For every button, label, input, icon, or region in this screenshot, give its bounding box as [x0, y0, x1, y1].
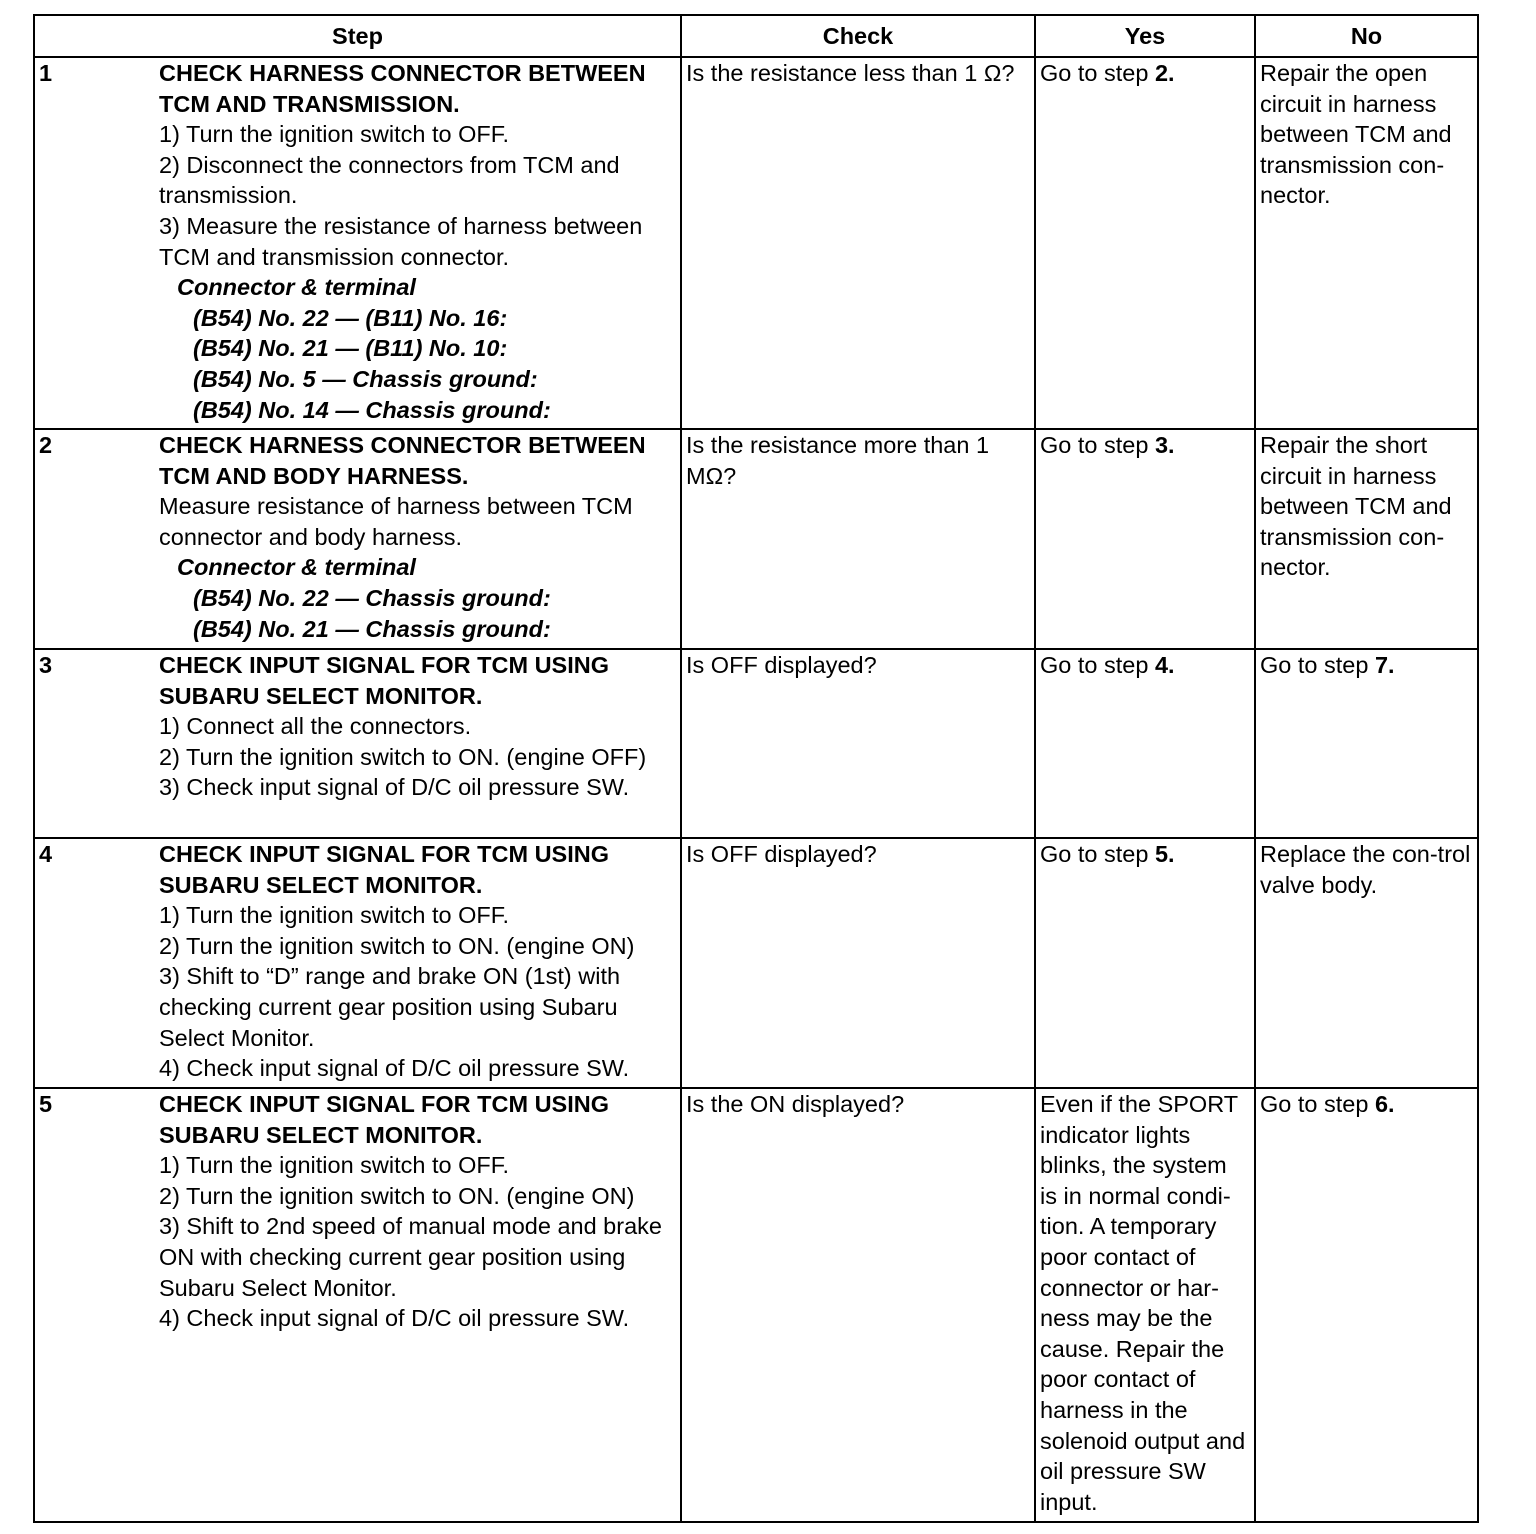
step-number: 1 [39, 60, 53, 86]
no-cell [1255, 838, 1478, 1088]
no-step: 7. [1374, 652, 1395, 678]
step-cell [34, 838, 681, 1088]
yes-prefix: Go to step [1040, 841, 1155, 867]
instruction: 2) Turn the ignition switch to ON. (engine ON) [159, 1182, 635, 1209]
yes-step: 3. [1154, 432, 1175, 458]
step-number: 2 [39, 432, 53, 458]
check-cell: Is OFF displayed? [681, 649, 1035, 838]
table-row [34, 429, 1478, 649]
connector-terminal: (B54) No. 22 — (B11) No. 16: [193, 304, 508, 331]
no-prefix: Go to step [1260, 652, 1375, 678]
header-row [34, 15, 1478, 57]
yes-step: 2. [1154, 60, 1175, 86]
instruction: 1) Turn the ignition switch to OFF. [159, 1152, 510, 1179]
check-cell: Is the resistance less than 1 Ω? [681, 57, 1035, 429]
yes-prefix: Go to step [1040, 652, 1155, 678]
step-title: CHECK INPUT SIGNAL FOR TCM USING SUBARU SELECT MONITOR. [159, 1091, 609, 1148]
yes-cell [1035, 838, 1255, 1088]
connector-terminal: (B54) No. 22 — Chassis ground: [193, 584, 551, 611]
no-step: 6. [1374, 1091, 1395, 1117]
step-title: CHECK INPUT SIGNAL FOR TCM USING SUBARU SELECT MONITOR. [159, 841, 609, 898]
no-cell [1255, 1088, 1478, 1522]
no-cell [1255, 429, 1478, 649]
yes-step: 5. [1154, 841, 1175, 867]
instruction: 2) Turn the ignition switch to ON. (engine ON) [159, 932, 635, 959]
connector-terminal: (B54) No. 21 — Chassis ground: [193, 615, 551, 642]
header-check: Check [681, 15, 1035, 57]
check-cell: Is the ON displayed? [681, 1088, 1035, 1522]
instruction: 2) Turn the ignition switch to ON. (engine OFF) [159, 743, 647, 770]
table-row [34, 57, 1478, 429]
step-number: 5 [39, 1091, 53, 1117]
header-no: No [1255, 15, 1478, 57]
step-cell [34, 1088, 681, 1522]
no-cell [1255, 649, 1478, 838]
yes-cell [1035, 57, 1255, 429]
connector-heading: Connector & terminal [177, 554, 416, 581]
instruction: 1) Turn the ignition switch to OFF. [159, 902, 510, 929]
no-text: Replace the con-trol valve body. [1260, 841, 1471, 898]
instruction: 2) Disconnect the connectors from TCM and transmission. [159, 151, 620, 209]
header-step: Step [34, 15, 681, 57]
table-row [34, 1088, 1478, 1522]
instruction: 1) Connect all the connectors. [159, 713, 472, 740]
step-number: 3 [39, 652, 53, 678]
yes-prefix: Go to step [1040, 432, 1155, 458]
table-row [34, 838, 1478, 1088]
yes-cell [1035, 649, 1255, 838]
step-title: CHECK HARNESS CONNECTOR BETWEEN TCM AND TRANSMISSION. [159, 60, 646, 117]
header-yes: Yes [1035, 15, 1255, 57]
instruction: 3) Shift to 2nd speed of manual mode and brake ON with checking current gear position using Subaru Select Monitor. [159, 1213, 662, 1301]
step-number: 4 [39, 841, 53, 867]
step-title: CHECK HARNESS CONNECTOR BETWEEN TCM AND BODY HARNESS. [159, 432, 646, 489]
instruction: 4) Check input signal of D/C oil pressure SW. [159, 1055, 630, 1082]
no-text: Repair the open circuit in harness between TCM and transmission con-nector. [1260, 60, 1452, 209]
yes-prefix: Go to step [1040, 60, 1155, 86]
instruction: Measure resistance of harness between TCM connector and body harness. [159, 493, 633, 550]
step-cell [34, 649, 681, 838]
no-text: Repair the short circuit in harness between TCM and transmission con-nector. [1260, 432, 1452, 581]
connector-terminal: (B54) No. 14 — Chassis ground: [193, 396, 551, 423]
diagnostic-table [33, 14, 1479, 1523]
instruction: 3) Check input signal of D/C oil pressure SW. [159, 774, 630, 801]
check-cell: Is the resistance more than 1 MΩ? [681, 429, 1035, 649]
instruction: 1) Turn the ignition switch to OFF. [159, 121, 510, 148]
step-title: CHECK INPUT SIGNAL FOR TCM USING SUBARU SELECT MONITOR. [159, 652, 609, 709]
connector-terminal: (B54) No. 5 — Chassis ground: [193, 365, 538, 392]
no-prefix: Go to step [1260, 1091, 1375, 1117]
connector-heading: Connector & terminal [177, 274, 416, 301]
instruction: 4) Check input signal of D/C oil pressure SW. [159, 1305, 630, 1332]
no-cell [1255, 57, 1478, 429]
instruction: 3) Measure the resistance of harness between TCM and transmission connector. [159, 212, 643, 270]
step-cell [34, 57, 681, 429]
yes-cell: Even if the SPORT indicator lights blinks, the system is in normal condi-tion. A temporary poor contact of connector or har-ness may be the cause. Repair the poor contact of harness in the solenoid output and oil pressure SW input. [1035, 1088, 1255, 1522]
check-cell: Is OFF displayed? [681, 838, 1035, 1088]
table-row [34, 649, 1478, 838]
step-cell [34, 429, 681, 649]
yes-cell [1035, 429, 1255, 649]
yes-step: 4. [1154, 652, 1175, 678]
instruction: 3) Shift to “D” range and brake ON (1st) with checking current gear position using Subaru Select Monitor. [159, 963, 621, 1051]
connector-terminal: (B54) No. 21 — (B11) No. 10: [193, 335, 508, 362]
